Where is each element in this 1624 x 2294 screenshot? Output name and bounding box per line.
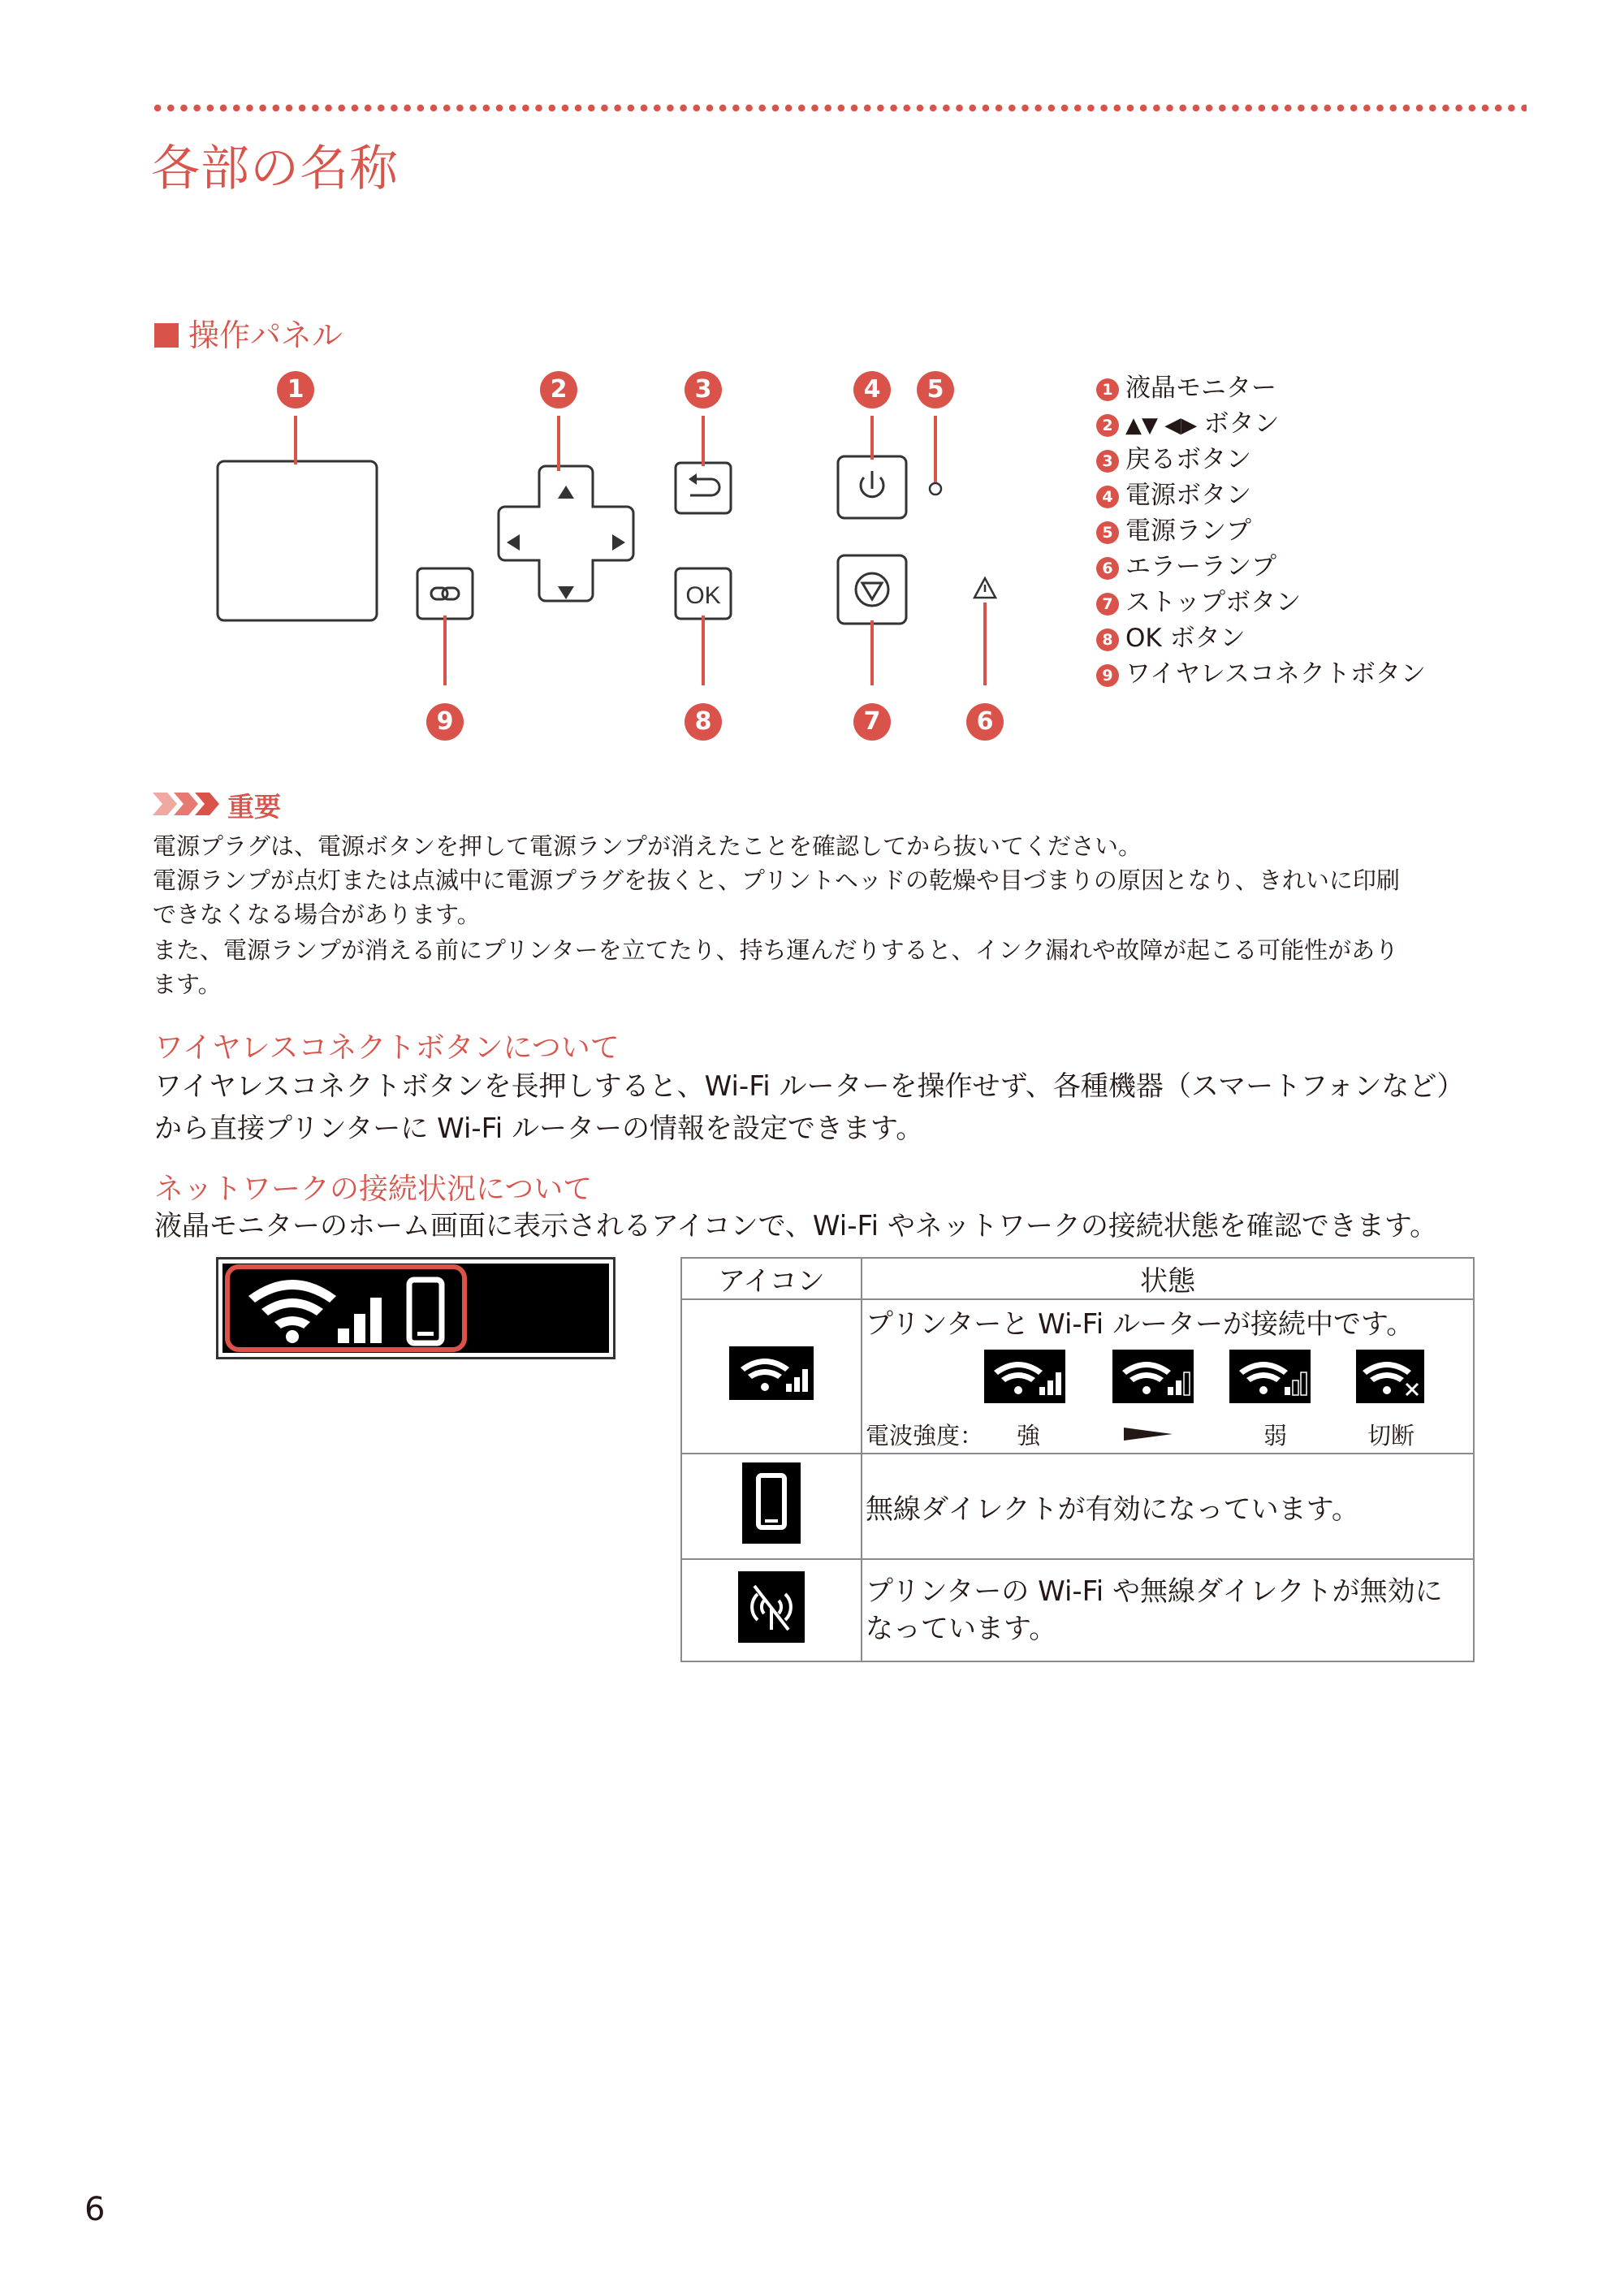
control-panel-diagram <box>195 357 1039 747</box>
badge-2: 2 <box>540 371 577 408</box>
signal-weak-icon <box>1229 1350 1311 1403</box>
power-lamp <box>930 483 941 495</box>
lcd-monitor <box>218 461 377 620</box>
wifi-connected-icon <box>729 1346 814 1400</box>
legend-item-7: 7 ストップボタン <box>1096 581 1301 618</box>
legend-item-4: 4 電源ボタン <box>1096 474 1251 511</box>
arrow-keys-icon: ▲▼ ◀▶ <box>1125 413 1204 438</box>
badge-9: 9 <box>426 703 464 741</box>
strength-strong: 強 <box>1017 1422 1041 1449</box>
row3-line-1: プリンターの Wi-Fi や無線ダイレクトが無効に <box>866 1575 1443 1608</box>
important-line-1: 電源プラグは、電源ボタンを押して電源ランプが消えたことを確認してから抜いてください。 <box>153 832 1142 860</box>
dotted-rule <box>151 104 1527 112</box>
row3-icon-cell <box>681 1559 862 1661</box>
row2-text: 無線ダイレクトが有効になっています。 <box>862 1454 1474 1559</box>
important-line-5: ます。 <box>153 970 222 998</box>
wireless-heading: ワイヤレスコネクトボタンについて <box>154 1031 620 1065</box>
row1-icon-cell <box>681 1299 862 1454</box>
strength-label: 電波強度： <box>866 1422 984 1449</box>
row1-state-cell <box>862 1299 1474 1454</box>
legend-item-2: 2 ▲▼ ◀▶ ボタン <box>1096 403 1280 439</box>
back-button <box>676 463 731 513</box>
legend-item-5: 5 電源ランプ <box>1096 510 1251 546</box>
important-chevrons-icon <box>153 793 219 815</box>
wireless-off-icon <box>738 1571 805 1643</box>
network-line: 液晶モニターのホーム画面に表示されるアイコンで、Wi-Fi やネットワークの接続状態を確認できます。 <box>154 1210 1438 1242</box>
row3-line-2: なっています。 <box>866 1613 1057 1645</box>
network-heading: ネットワークの接続状況について <box>154 1173 593 1206</box>
stop-button <box>838 555 906 624</box>
badge-8: 8 <box>685 703 722 741</box>
important-line-2: 電源ランプが点灯または点滅中に電源プラグを抜くと、プリントヘッドの乾燥や目づまりの原因となり、きれいに印刷 <box>153 866 1400 894</box>
badge-4: 4 <box>853 371 891 408</box>
wireless-line-1: ワイヤレスコネクトボタンを長押しすると、Wi-Fi ルーターを操作せず、各種機器（スマートフォンなど） <box>154 1070 1465 1103</box>
wireless-connect-button <box>417 568 473 619</box>
signal-medium-icon <box>1112 1350 1194 1403</box>
signal-disconnected-icon <box>1356 1350 1424 1403</box>
status-table <box>680 1257 1475 1662</box>
row2-icon-cell <box>681 1454 862 1559</box>
row3-state-cell <box>862 1559 1474 1661</box>
row1-text: プリンターと Wi-Fi ルーターが接続中です。 <box>866 1308 1415 1341</box>
strength-weak: 弱 <box>1263 1422 1288 1449</box>
square-bullet-icon <box>154 323 179 348</box>
page-title: 各部の名称 <box>151 140 399 197</box>
legend-item-8: 8 OK ボタン <box>1096 617 1246 654</box>
legend-item-9: 9 ワイヤレスコネクトボタン <box>1096 653 1426 689</box>
important-line-3: できなくなる場合があります。 <box>153 901 481 928</box>
col-icon-header: アイコン <box>681 1258 862 1299</box>
page-number: 6 <box>84 2191 106 2228</box>
signal-strong-icon <box>984 1350 1065 1403</box>
wireless-direct-icon <box>742 1462 801 1544</box>
badge-5: 5 <box>917 371 954 408</box>
strength-disconnected: 切断 <box>1367 1422 1415 1449</box>
badge-6: 6 <box>966 703 1004 741</box>
decreasing-arrow-icon <box>1124 1428 1173 1441</box>
legend-item-3: 3 戻るボタン <box>1096 438 1251 475</box>
legend-item-6: 6 エラーランプ <box>1096 546 1276 582</box>
important-line-4: また、電源ランプが消える前にプリンターを立てたり、持ち運んだりすると、インク漏れや故障が起こる可能性があり <box>153 936 1399 964</box>
section-title <box>154 310 343 355</box>
ok-button-label: OK <box>685 582 721 609</box>
important-heading: 重要 <box>227 791 281 823</box>
legend-item-1: 1 液晶モニター <box>1096 367 1276 404</box>
wireless-line-2: から直接プリンターに Wi-Fi ルーターの情報を設定できます。 <box>154 1112 924 1145</box>
badge-3: 3 <box>685 371 722 408</box>
lcd-home-screen <box>216 1257 615 1359</box>
badge-1: 1 <box>277 371 314 408</box>
badge-7: 7 <box>853 703 891 741</box>
col-state-header: 状態 <box>862 1258 1474 1299</box>
section-title-text: 操作パネル <box>188 318 343 353</box>
